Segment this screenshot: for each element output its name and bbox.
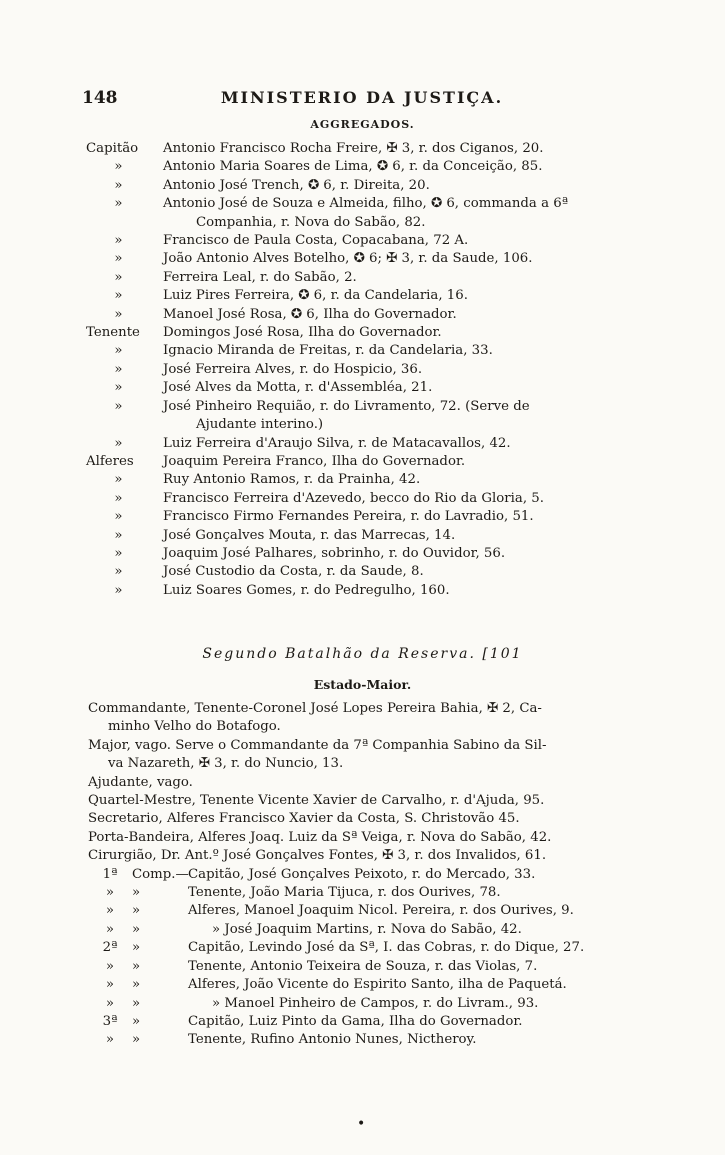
ditto-mark: » [114, 251, 123, 267]
officer-text: Francisco de Paula Costa, Copacabana, 72 A. [163, 233, 469, 249]
officer-entry [86, 398, 676, 416]
company-number: » [105, 903, 115, 919]
company-entry [88, 902, 670, 920]
company-entry [88, 976, 670, 994]
company-ditto: » [132, 995, 141, 1011]
rank-label: Capitão [86, 141, 139, 156]
running-header [82, 88, 642, 110]
ditto-mark: » [114, 472, 123, 488]
ditto-mark: » [114, 177, 123, 193]
battalion-heading: Segundo Batalhão da Reserva. [101 [202, 646, 523, 662]
officer-entry [86, 582, 676, 600]
officer-text: Antonio Maria Soares de Lima, ✪ 6, r. da Conceição, 85. [163, 159, 543, 175]
company-entry [88, 884, 670, 902]
officer-entry [86, 361, 676, 379]
rank-label: Alferes [86, 453, 134, 469]
officer-text: Ferreira Leal, r. do Sabão, 2. [163, 269, 357, 285]
ditto-mark: » [114, 269, 123, 285]
ditto-mark: » [114, 159, 123, 175]
company-officer-text: Capitão, Levindo José da Sª, I. das Cobras, r. do Dique, 27. [188, 940, 585, 956]
officer-text: Francisco Firmo Fernandes Pereira, r. do Lavradio, 51. [163, 509, 534, 525]
officer-entry [86, 195, 676, 213]
company-officer-text: Alferes, João Vicente do Espirito Santo, ilha de Paquetá. [188, 977, 567, 993]
officer-text: Domingos José Rosa, Ilha do Governador. [163, 325, 442, 341]
staff-entry: Cirurgião, Dr. Ant.º José Gonçalves Fontes, ✠ 3, r. dos Invalidos, 61. [88, 848, 547, 864]
footer-mark: • [357, 1116, 366, 1132]
ditto-mark: » [114, 398, 123, 414]
officer-entry [86, 435, 676, 453]
officer-entry [86, 140, 676, 158]
company-entry [88, 921, 670, 939]
company-ditto: » [132, 885, 141, 901]
company-number: » [105, 885, 115, 901]
officer-text: José Ferreira Alves, r. do Hospicio, 36. [163, 361, 423, 377]
officer-text-continuation: Companhia, r. Nova do Sabão, 82. [196, 214, 426, 230]
company-number: » [105, 995, 115, 1011]
company-officer-text: Capitão, José Gonçalves Peixoto, r. do Mercado, 33. [188, 866, 536, 882]
ditto-mark: » [114, 196, 123, 212]
company-number: 3ª [102, 1013, 118, 1029]
officer-entry [86, 490, 676, 508]
estado-maior-list [88, 700, 670, 1050]
company-officer-text: Tenente, Rufino Antonio Nunes, Nictheroy. [188, 1032, 477, 1048]
company-entry [88, 1013, 670, 1031]
officer-entry [86, 306, 676, 324]
officer-entry [86, 158, 676, 176]
officer-text: Ruy Antonio Ramos, r. da Prainha, 42. [163, 472, 421, 488]
ditto-mark: » [114, 306, 123, 322]
officer-text: Antonio José de Souza e Almeida, filho, ✪ 6, commanda a 6ª [163, 196, 569, 212]
officer-text: José Pinheiro Requião, r. do Livramento, 72. (Serve de [163, 398, 530, 414]
company-entry [88, 995, 670, 1013]
officer-entry [86, 527, 676, 545]
ditto-mark: » [114, 490, 123, 506]
ditto-mark: » [114, 527, 123, 543]
staff-entry-continuation: va Nazareth, ✠ 3, r. do Nuncio, 13. [108, 756, 344, 772]
company-entry [88, 958, 670, 976]
officer-entry [86, 471, 676, 489]
officer-text: Luiz Soares Gomes, r. do Pedregulho, 160. [163, 582, 450, 598]
estado-maior-heading: Estado-Maior. [313, 677, 412, 692]
company-officer-text: » José Joaquim Martins, r. Nova do Sabão, 42. [212, 921, 522, 937]
ditto-mark: » [114, 233, 123, 249]
officer-text: Francisco Ferreira d'Azevedo, becco do Rio da Gloria, 5. [163, 490, 544, 506]
company-entry [88, 1031, 670, 1049]
officer-text: Antonio José Trench, ✪ 6, r. Direita, 20. [163, 177, 430, 193]
officer-entry [86, 379, 676, 397]
ditto-mark: » [114, 564, 123, 580]
company-ditto: » [132, 1032, 141, 1048]
staff-entry: Quartel-Mestre, Tenente Vicente Xavier de Carvalho, r. d'Ajuda, 95. [88, 793, 545, 809]
officer-entry [86, 563, 676, 581]
ditto-mark: » [114, 380, 123, 396]
ditto-mark: » [114, 545, 123, 561]
company-number: 2ª [102, 940, 118, 956]
officer-entry [86, 342, 676, 360]
officer-entry [86, 545, 676, 563]
officer-text: Luiz Ferreira d'Araujo Silva, r. de Matacavallos, 42. [163, 435, 511, 451]
company-ditto: » [132, 1013, 141, 1029]
company-ditto: » [132, 921, 141, 937]
ditto-mark: » [114, 509, 123, 525]
company-entry [88, 939, 670, 957]
officer-entry [86, 324, 676, 342]
staff-entry: Ajudante, vago. [88, 774, 193, 790]
ditto-mark: » [114, 361, 123, 377]
company-number: » [105, 977, 115, 993]
officer-entry [86, 287, 676, 305]
officer-text: José Alves da Motta, r. d'Assembléa, 21. [163, 380, 433, 396]
company-number: 1ª [102, 866, 118, 882]
officer-text: Joaquim Pereira Franco, Ilha do Governador. [163, 453, 466, 469]
officer-text: Manoel José Rosa, ✪ 6, Ilha do Governador. [163, 306, 457, 322]
ditto-mark: » [114, 288, 123, 304]
company-ditto: » [132, 977, 141, 993]
officer-text: Luiz Pires Ferreira, ✪ 6, r. da Candelaria, 16. [163, 288, 468, 304]
company-ditto: Comp.— [132, 866, 189, 882]
officer-entry [86, 508, 676, 526]
staff-entry: Secretario, Alferes Francisco Xavier da Costa, S. Christovão 45. [88, 811, 520, 827]
company-officer-text: Capitão, Luiz Pinto da Gama, Ilha do Governador. [188, 1013, 523, 1029]
staff-entry: Porta-Bandeira, Alferes Joaq. Luiz da Sª Veiga, r. Nova do Sabão, 42. [88, 829, 552, 845]
staff-entry: Major, vago. Serve o Commandante da 7ª Companhia Sabino da Sil- [88, 737, 547, 753]
company-officer-text: » Manoel Pinheiro de Campos, r. do Livram., 93. [212, 995, 539, 1011]
company-entry [88, 866, 670, 884]
officer-entry [86, 250, 676, 268]
officer-text: José Gonçalves Mouta, r. das Marrecas, 14. [163, 527, 456, 543]
officer-text: Antonio Francisco Rocha Freire, ✠ 3, r. dos Ciganos, 20. [163, 141, 544, 156]
officer-entry [86, 177, 676, 195]
staff-entry: Commandante, Tenente-Coronel José Lopes Pereira Bahia, ✠ 2, Ca- [88, 701, 542, 716]
company-officer-text: Alferes, Manoel Joaquim Nicol. Pereira, r. dos Ourives, 9. [188, 903, 574, 919]
officer-text: Joaquim José Palhares, sobrinho, r. do Ouvidor, 56. [163, 545, 506, 561]
staff-entry-continuation: minho Velho do Botafogo. [108, 719, 281, 735]
officer-text-continuation: Ajudante interino.) [196, 417, 324, 433]
officer-text: João Antonio Alves Botelho, ✪ 6; ✠ 3, r. da Saude, 106. [163, 251, 533, 267]
company-ditto: » [132, 940, 141, 956]
company-officer-text: Tenente, João Maria Tijuca, r. dos Ourives, 78. [188, 885, 501, 901]
rank-label: Tenente [86, 325, 140, 341]
ditto-mark: » [114, 343, 123, 359]
officer-entry [86, 232, 676, 250]
aggregados-list [86, 140, 676, 600]
company-ditto: » [132, 958, 141, 974]
section-heading-aggregados: AGGREGADOS. [310, 118, 415, 131]
company-officer-text: Tenente, Antonio Teixeira de Souza, r. das Violas, 7. [188, 958, 538, 974]
officer-entry [86, 269, 676, 287]
company-number: » [105, 921, 115, 937]
company-number: » [105, 1032, 115, 1048]
ditto-mark: » [114, 582, 123, 598]
officer-entry [86, 453, 676, 471]
company-number: » [105, 958, 115, 974]
running-title: MINISTERIO DA JUSTIÇA. [220, 88, 504, 107]
page-number: 148 [82, 88, 118, 108]
officer-text: José Custodio da Costa, r. da Saude, 8. [163, 564, 424, 580]
officer-text: Ignacio Miranda de Freitas, r. da Candelaria, 33. [163, 343, 493, 359]
company-ditto: » [132, 903, 141, 919]
ditto-mark: » [114, 435, 123, 451]
